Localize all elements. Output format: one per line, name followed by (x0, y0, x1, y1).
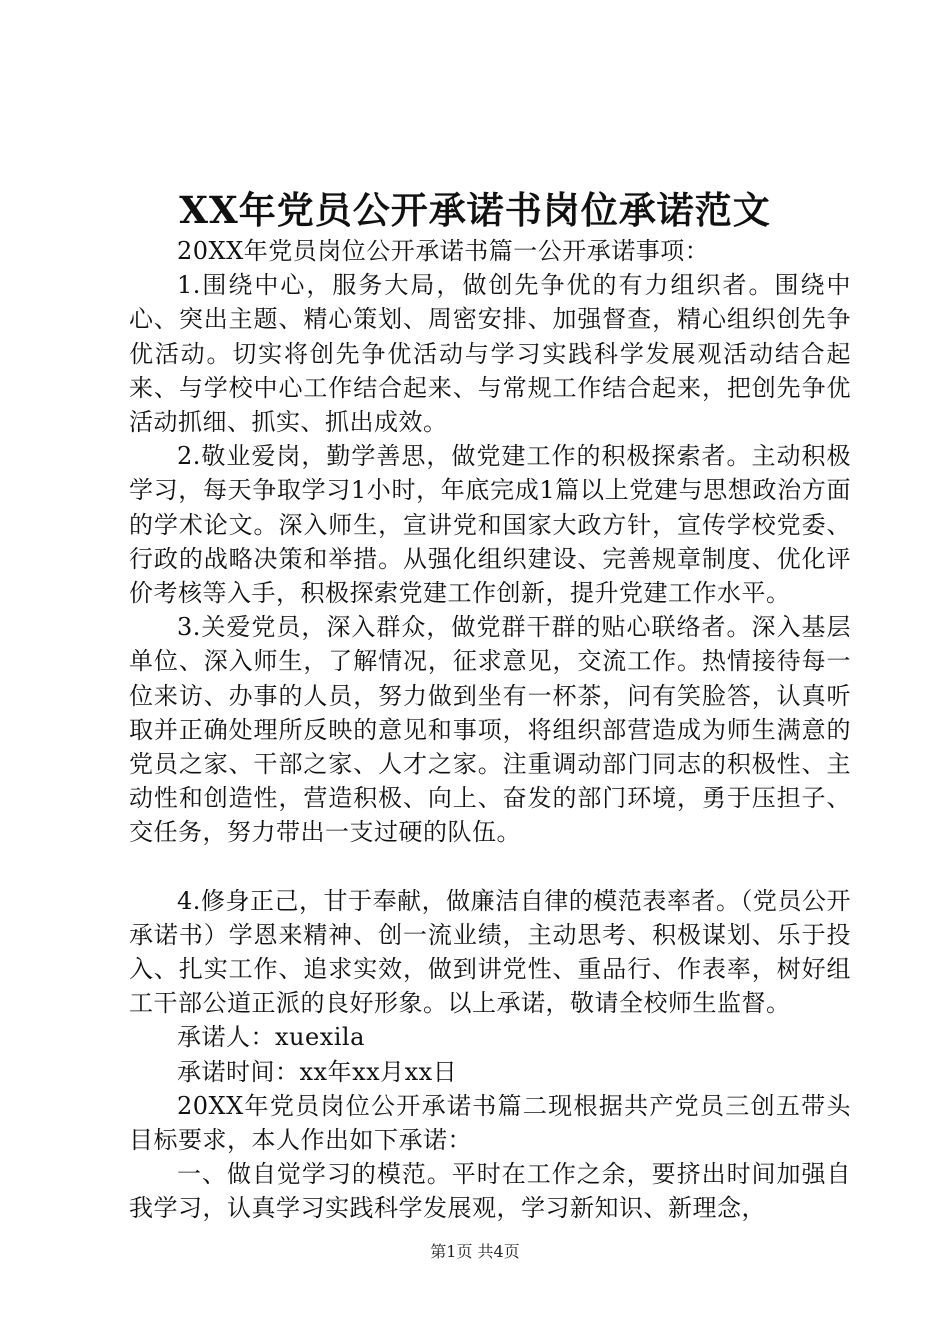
paragraph-intro-1: 20XX年党员岗位公开承诺书篇一公开承诺事项： (177, 237, 710, 265)
paragraph-item-4: 4.修身正己，甘于奉献，做廉洁自律的模范表率者。（党员公开承诺书）学恩来精神、创一流业绩，主动思考、积极谋划、乐于投入、扎实工作、追求实效，做到讲党性、重品行、作表率，树好组工干部公道正派的良好形象。以上承诺，敬请全校师生监督。 (129, 886, 851, 1018)
document-title: XX年党员公开承诺书岗位承诺范文 (179, 188, 771, 232)
paragraph-item-2: 2.敬业爱岗，勤学善思，做党建工作的积极探索者。主动积极学习，每天争取学习1小时，年底完成1篇以上党建与思想政治方面的学术论文。深入师生，宣讲党和国家大政方针，宣传学校党委、行政的战略决策和举措。从强化组织建设、完善规章制度、优化评价考核等入手，积极探索党建工作创新，提升党建工作水平。 (129, 442, 851, 608)
paragraph-item-1: 1.围绕中心，服务大局，做创先争优的有力组织者。围绕中心、突出主题、精心策划、周密安排、加强督查，精心组织创先争优活动。切实将创先争优活动与学习实践科学发展观活动结合起来、与学校中心工作结合起来、与常规工作结合起来，把创先争优活动抓细、抓实、抓出成效。 (129, 271, 851, 437)
pledge-date-line: 承诺时间：xx年xx月xx日 (177, 1057, 458, 1086)
pledger-line: 承诺人：xuexila (177, 1023, 365, 1052)
paragraph-intro-2: 20XX年党员岗位公开承诺书篇二现根据共产党员三创五带头目标要求，本人作出如下承诺： (129, 1091, 851, 1155)
paragraph-section-1: 一、做自觉学习的模范。平时在工作之余，要挤出时间加强自我学习，认真学习实践科学发展观，学习新知识、新理念， (129, 1160, 851, 1223)
page-footer: 第1页 共4页 (430, 1242, 520, 1261)
paragraph-item-3: 3.关爱党员，深入群众，做党群干群的贴心联络者。深入基层单位、深入师生，了解情况，征求意见，交流工作。热情接待每一位来访、办事的人员，努力做到坐有一杯茶，问有笑脸答，认真听取并正确处理所反映的意见和事项，将组织部营造成为师生满意的党员之家、干部之家、人才之家。注重调动部门同志的积极性、主动性和创造性，营造积极、向上、奋发的部门环境，勇于压担子、交任务，努力带出一支过硬的队伍。 (129, 613, 851, 847)
document-body (129, 234, 851, 1226)
